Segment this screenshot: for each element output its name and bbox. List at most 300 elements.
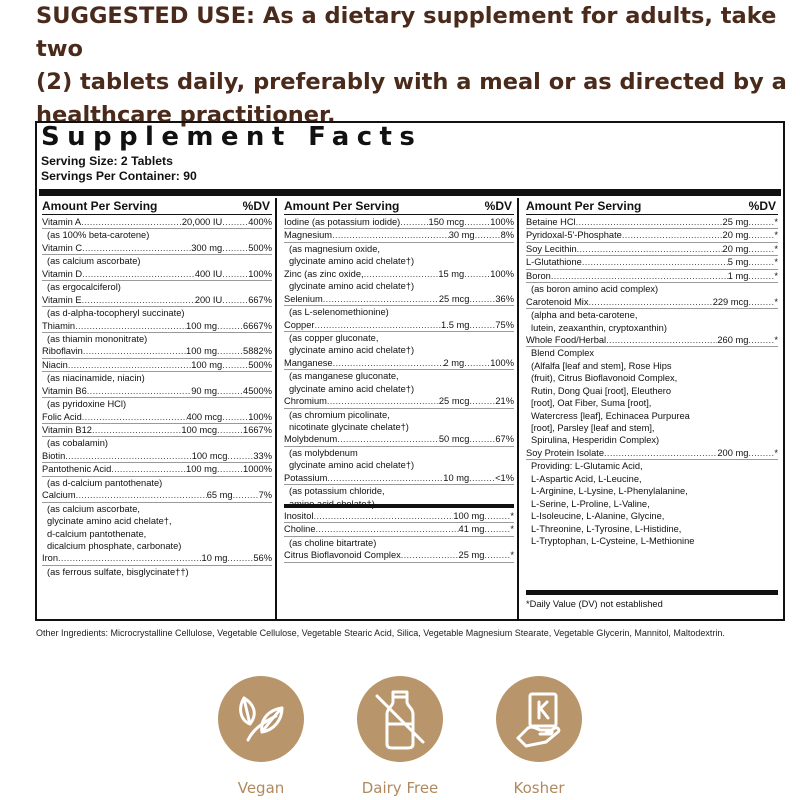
nutrient-amount: 100 mg: [453, 511, 485, 521]
nutrient-daily-value: 1000%: [243, 464, 272, 475]
dot-leader: [327, 395, 439, 407]
nutrient-source-line: [42, 477, 272, 489]
kosher-badge: [496, 676, 582, 762]
dairy-free-badge: [357, 676, 443, 762]
nutrient-list: [284, 216, 514, 510]
dot-leader: [464, 268, 490, 280]
nutrient-name: Magnesium: [284, 230, 333, 241]
nutrient-source-line: [526, 535, 778, 547]
nutrient-row: [42, 385, 272, 398]
nutrient-daily-value: *: [774, 217, 778, 227]
nutrient-row: [526, 270, 778, 283]
nutrient-name: Selenium: [284, 293, 323, 304]
nutrient-row: [42, 450, 272, 463]
dot-leader: [316, 523, 459, 535]
nutrient-name: Chromium: [284, 396, 327, 407]
dot-leader: [81, 216, 182, 228]
nutrient-amount: 229 mcg: [712, 296, 749, 307]
nutrient-name: nicotinate glycinate chelate†): [289, 422, 409, 432]
nutrient-name: Riboflavin: [42, 346, 83, 357]
nutrient-name: glycinate amino acid chelate†): [289, 460, 415, 471]
supplement-facts-panel: [35, 121, 785, 621]
dot-leader: [589, 296, 713, 308]
nutrient-daily-value: 21%: [495, 396, 514, 407]
dot-leader: [622, 229, 723, 241]
nutrient-daily-value: 56%: [253, 553, 272, 564]
dot-leader: [469, 433, 495, 445]
nutrient-source-line: [284, 447, 514, 459]
nutrient-name: (as pyridoxine HCl): [47, 399, 127, 410]
dot-leader: [401, 549, 459, 561]
nutrient-name: Pantothenic Acid: [42, 464, 112, 475]
facts-column-1: [39, 198, 277, 619]
dot-leader: [400, 216, 428, 228]
nutrient-amount: 100 mcg: [191, 450, 228, 461]
nutrient-row: [526, 447, 778, 460]
nutrient-name: dicalcium phosphate, carbonate): [47, 540, 182, 551]
nutrient-name: Vitamin A: [42, 217, 82, 227]
dot-leader: [748, 256, 774, 268]
dot-leader: [484, 549, 510, 561]
nutrient-daily-value: *: [774, 296, 778, 307]
nutrient-name: (Alfalfa [leaf and stem], Rose Hips: [531, 360, 672, 371]
nutrient-daily-value: 100%: [248, 268, 272, 279]
nutrient-name: Rutin, Dong Quai [root], Eleuthero: [531, 385, 672, 396]
nutrient-daily-value: 100%: [490, 268, 514, 279]
badge-label-kosher: Kosher: [513, 779, 565, 797]
nutrient-name: L-Isoleucine, L-Alanine, Glycine,: [531, 511, 665, 522]
nutrient-row: [284, 293, 514, 306]
nutrient-source-line: [526, 523, 778, 535]
nutrient-daily-value: 100%: [248, 411, 272, 422]
nutrient-row: [284, 319, 514, 332]
nutrient-daily-value: *: [774, 230, 778, 241]
nutrient-name: L-Aspartic Acid, L-Leucine,: [531, 473, 642, 484]
nutrient-amount: 10 mg: [443, 472, 470, 483]
nutrient-name: (as L-selenomethionine): [289, 307, 389, 318]
daily-value-note: *Daily Value (DV) not established: [526, 590, 778, 611]
nutrient-row: [284, 268, 514, 280]
dot-leader: [469, 293, 495, 305]
nutrient-row: [284, 472, 514, 485]
nutrient-source-line: [526, 360, 778, 372]
dot-leader: [484, 523, 510, 535]
nutrient-row: [526, 229, 778, 242]
nutrient-row: [42, 216, 272, 229]
nutrient-amount: 90 mg: [191, 385, 218, 396]
nutrient-daily-value: 67%: [495, 434, 514, 445]
dot-leader: [464, 216, 490, 228]
dot-leader: [484, 510, 510, 522]
dot-leader: [748, 334, 774, 346]
dot-leader: [82, 268, 195, 280]
nutrient-name: glycinate amino acid chelate†): [289, 345, 415, 356]
dot-leader: [75, 320, 186, 332]
nutrient-source-line: [526, 422, 778, 434]
nutrient-source-line: [42, 566, 272, 578]
nutrient-source-line: [284, 344, 514, 356]
nutrient-name: Vitamin D: [42, 268, 83, 279]
nutrient-daily-value: 6667%: [243, 320, 272, 331]
nutrient-daily-value: 500%: [248, 242, 272, 253]
column-header: Amount Per Serving %DV: [526, 199, 776, 213]
nutrient-source-line: [284, 537, 514, 549]
nutrient-name: (as manganese gluconate,: [289, 371, 399, 382]
nutrient-daily-value: 100%: [490, 217, 514, 227]
nutrient-source-line: [526, 309, 778, 321]
column-header: Amount Per Serving %DV: [284, 199, 512, 213]
nutrient-amount: 100 mg: [186, 464, 218, 475]
nutrient-source-line: [526, 347, 778, 359]
nutrient-amount: 25 mcg: [438, 293, 470, 304]
nutrient-name: L-Threonine, L-Tyrosine, L-Histidine,: [531, 523, 682, 534]
nutrient-list: [526, 216, 778, 547]
nutrient-name: (as niacinamide, niacin): [47, 373, 145, 384]
nutrient-name: (as ergocalciferol): [47, 282, 121, 293]
dot-leader: [217, 345, 243, 357]
nutrient-source-line: [42, 503, 272, 515]
nutrient-name: Iodine (as potassium iodide): [284, 217, 401, 227]
nutrient-name: (fruit), Citrus Bioflavonoid Complex,: [531, 373, 678, 384]
nutrient-name: (as cobalamin): [47, 438, 108, 449]
dot-leader: [748, 229, 774, 241]
nutrient-source-line: [42, 281, 272, 293]
dot-leader: [83, 345, 186, 357]
nutrient-daily-value: 33%: [253, 450, 272, 461]
nutrient-name: (as calcium ascorbate): [47, 256, 141, 267]
nutrient-source-line: [42, 515, 272, 527]
nutrient-daily-value: *: [774, 243, 778, 254]
nutrient-daily-value: 7%: [258, 490, 272, 501]
nutrient-name: Providing: L-Glutamic Acid,: [531, 461, 643, 472]
suggested-use-line-2: (2) tablets daily, preferably with a meal or as directed by a: [36, 69, 787, 95]
nutrient-name: Soy Protein Isolate: [526, 447, 605, 458]
nutrient-amount: 400 IU: [194, 268, 223, 279]
nutrient-row: [284, 549, 514, 562]
nutrient-name: (as 100% beta-carotene): [47, 230, 150, 241]
nutrient-row: [42, 463, 272, 476]
suggested-use-lead: SUGGESTED USE:: [36, 3, 256, 29]
nutrient-daily-value: *: [510, 524, 514, 535]
nutrient-amount: 300 mg: [191, 242, 223, 253]
nutrient-source-line: [526, 473, 778, 485]
kosher-k-hand-icon: [496, 676, 582, 762]
nutrient-source-line: [526, 322, 778, 334]
nutrient-row: [284, 433, 514, 446]
nutrient-row: [42, 320, 272, 333]
nutrient-source-line: [284, 332, 514, 344]
nutrient-name: Vitamin B6: [42, 385, 87, 396]
nutrient-source-line: [42, 255, 272, 267]
nutrient-name: (alpha and beta-carotene,: [531, 310, 638, 321]
dot-leader: [65, 450, 191, 462]
badge-label-vegan: Vegan: [237, 779, 285, 797]
dot-leader: [337, 433, 439, 445]
nutrient-amount: 20 mg: [722, 243, 749, 254]
nutrient-amount: 50 mcg: [438, 434, 470, 445]
nutrient-name: Copper: [284, 319, 315, 330]
supplement-facts-title: Supplement Facts: [41, 122, 423, 152]
nutrient-name: Vitamin E: [42, 294, 82, 305]
nutrient-daily-value: 4500%: [243, 385, 272, 396]
dot-leader: [748, 270, 774, 282]
nutrient-daily-value: 400%: [248, 217, 272, 227]
dot-leader: [58, 552, 202, 564]
nutrient-row: [42, 242, 272, 255]
nutrient-amount: 65 mg: [206, 490, 233, 501]
dot-leader: [551, 270, 728, 282]
leaves-icon: [218, 676, 304, 762]
nutrient-amount: 1 mg: [727, 270, 749, 281]
dot-leader: [313, 510, 453, 522]
dot-leader: [323, 293, 439, 305]
dot-leader: [327, 472, 443, 484]
nutrient-daily-value: 5882%: [243, 346, 272, 357]
nutrient-daily-value: *: [774, 334, 778, 345]
nutrient-name: Watercress [leaf], Echinacea Purpurea: [531, 410, 690, 421]
serving-size: Serving Size: 2 Tablets: [41, 154, 173, 168]
nutrient-amount: 10 mg: [201, 553, 228, 564]
nutrient-amount: 100 mg: [191, 359, 223, 370]
nutrient-source-line: [284, 306, 514, 318]
nutrient-row: [42, 552, 272, 565]
nutrient-name: Potassium: [284, 472, 328, 483]
dot-leader: [748, 243, 774, 255]
dot-leader: [82, 242, 191, 254]
nutrient-name: Niacin: [42, 359, 68, 370]
nutrient-source-line: [526, 434, 778, 446]
section-rule: [284, 504, 514, 508]
nutrient-amount: 100 mcg: [181, 425, 218, 435]
nutrient-name: L-Tryptophan, L-Cysteine, L-Methionine: [531, 535, 695, 546]
nutrient-amount: 100 mg: [186, 346, 218, 357]
facts-column-3: [523, 198, 781, 619]
nutrient-name: L-Serine, L-Proline, L-Valine,: [531, 498, 650, 509]
nutrient-source-line: [284, 421, 514, 433]
nutrient-name: Inositol: [284, 511, 314, 521]
nutrient-daily-value: 75%: [495, 319, 514, 330]
nutrient-name: Carotenoid Mix: [526, 296, 589, 307]
nutrient-source-line: [284, 370, 514, 382]
dot-leader: [227, 552, 253, 564]
nutrient-source-line: [526, 510, 778, 522]
nutrient-name: [root], Oat Fiber, Suma [root],: [531, 398, 652, 409]
nutrient-daily-value: 1667%: [243, 425, 272, 435]
nutrient-source-line: [526, 460, 778, 472]
nutrient-source-line: [526, 372, 778, 384]
nutrient-amount: 200 mg: [717, 447, 749, 458]
nutrient-row: [526, 296, 778, 309]
dot-leader: [475, 229, 501, 241]
dot-leader: [222, 294, 248, 306]
nutrient-name: Zinc (as zinc oxide,: [284, 268, 364, 279]
nutrient-source-line: [526, 385, 778, 397]
nutrient-row: [284, 395, 514, 408]
nutrient-daily-value: *: [774, 447, 778, 458]
dot-leader: [227, 450, 253, 462]
nutrient-row: [526, 243, 778, 256]
nutrient-daily-value: *: [510, 550, 514, 561]
nutrient-row: [284, 510, 514, 523]
dot-leader: [76, 489, 207, 501]
nutrient-daily-value: 100%: [490, 357, 514, 368]
nutrient-row: [42, 294, 272, 307]
nutrient-amount: 1.5 mg: [440, 319, 470, 330]
nutrient-amount: 25 mg: [722, 217, 749, 227]
nutrient-name: Whole Food/Herbal: [526, 334, 607, 345]
dot-leader: [604, 447, 717, 459]
nutrient-list: [42, 216, 272, 578]
nutrient-source-line: [526, 498, 778, 510]
nutrient-name: (as molybdenum: [289, 447, 358, 458]
nutrient-name: (as chromium picolinate,: [289, 409, 390, 420]
nutrient-name: Vitamin C: [42, 242, 83, 253]
nutrient-source-line: [42, 372, 272, 384]
nutrient-amount: 20,000 IU: [181, 217, 223, 227]
crossed-milk-bottle-icon: [357, 676, 443, 762]
nutrient-name: Pyridoxal-5'-Phosphate: [526, 230, 622, 241]
dot-leader: [748, 296, 774, 308]
nutrient-amount: 5 mg: [727, 257, 749, 268]
nutrient-amount: 100 mg: [186, 320, 218, 331]
badge-label-dairy-free: Dairy Free: [361, 779, 439, 797]
dot-leader: [606, 334, 717, 346]
vegan-badge: [218, 676, 304, 762]
dot-leader: [68, 359, 191, 371]
nutrient-amount: 20 mg: [722, 230, 749, 241]
nutrient-row: [284, 357, 514, 370]
nutrient-name: Choline: [284, 524, 316, 535]
nutrient-name: (as boron amino acid complex): [531, 284, 659, 295]
nutrient-daily-value: *: [774, 270, 778, 281]
suggested-use: [36, 0, 796, 132]
nutrient-name: glycinate amino acid chelate†): [289, 256, 415, 267]
nutrient-name: glycinate amino acid chelate†): [289, 383, 415, 394]
nutrient-name: (as choline bitartrate): [289, 537, 377, 548]
nutrient-name: Betaine HCl: [526, 217, 576, 227]
nutrient-source-line: [284, 243, 514, 255]
nutrient-name: lutein, zeaxanthin, cryptoxanthin): [531, 322, 667, 333]
dot-leader: [92, 424, 181, 436]
column-header: Amount Per Serving %DV: [42, 199, 270, 213]
nutrient-name: (as d-alpha-tocopheryl succinate): [47, 308, 185, 319]
nutrient-name: Vitamin B12: [42, 425, 92, 435]
nutrient-name: d-calcium pantothenate,: [47, 528, 147, 539]
nutrient-name: (as d-calcium pantothenate): [47, 477, 163, 488]
nutrient-source-line: [526, 283, 778, 295]
nutrient-name: glycinate amino acid chelate†): [289, 281, 415, 292]
nutrient-name: Soy Lecithin: [526, 243, 577, 254]
nutrient-name: [root], Parsley [leaf and stem],: [531, 423, 655, 433]
nutrient-source-line: [42, 398, 272, 410]
nutrient-name: (as potassium chloride,: [289, 486, 385, 497]
dot-leader: [469, 319, 495, 331]
nutrient-name: Folic Acid: [42, 411, 82, 422]
nutrient-name: (as thiamin mononitrate): [47, 333, 148, 344]
nutrient-source-line: [284, 383, 514, 395]
dot-leader: [217, 320, 243, 332]
nutrient-source-line: [284, 409, 514, 421]
nutrient-source-line: [284, 255, 514, 267]
nutrient-amount: 200 IU: [194, 294, 223, 305]
nutrient-name: Calcium: [42, 490, 76, 501]
nutrient-name: (as magnesium oxide,: [289, 243, 380, 254]
dot-leader: [82, 294, 195, 306]
dot-leader: [576, 216, 723, 228]
nutrient-source-line: [284, 459, 514, 471]
dot-leader: [222, 411, 248, 423]
nutrient-source-line: [42, 307, 272, 319]
dot-leader: [222, 268, 248, 280]
nutrient-name: Iron: [42, 553, 59, 564]
nutrient-amount: 15 mg: [438, 268, 465, 279]
dot-leader: [111, 463, 186, 475]
nutrient-source-line: [42, 333, 272, 345]
nutrient-amount: 30 mg: [448, 230, 475, 241]
nutrient-daily-value: 500%: [248, 359, 272, 370]
dot-leader: [582, 256, 728, 268]
nutrient-daily-value: *: [774, 257, 778, 268]
nutrient-daily-value: *: [510, 511, 514, 521]
nutrient-source-line: [42, 528, 272, 540]
nutrient-name: Spirulina, Hesperidin Complex): [531, 435, 660, 446]
dot-leader: [217, 424, 243, 436]
nutrient-row: [284, 229, 514, 242]
dot-leader: [315, 319, 441, 331]
nutrient-amount: 25 mg: [458, 550, 485, 561]
nutrient-name: L-Arginine, L-Lysine, L-Phenylalanine,: [531, 486, 688, 497]
suggested-use-line-3: healthcare practitioner.: [36, 102, 336, 128]
suggested-use-line-1: As a dietary supplement for adults, take two: [36, 3, 777, 62]
nutrient-source-line: [526, 485, 778, 497]
nutrient-name: Manganese: [284, 357, 333, 368]
nutrient-amount: 25 mcg: [438, 396, 470, 407]
nutrient-row: [526, 256, 778, 269]
nutrient-name: Boron: [526, 270, 551, 281]
nutrient-daily-value: 8%: [500, 230, 514, 241]
dot-leader: [469, 472, 495, 484]
nutrient-daily-value: 36%: [495, 293, 514, 304]
nutrient-name: Blend Complex: [531, 348, 595, 359]
dot-leader: [469, 395, 495, 407]
nutrient-daily-value: <1%: [495, 472, 514, 483]
nutrient-source-line: [526, 397, 778, 409]
nutrient-amount: 260 mg: [717, 334, 749, 345]
dot-leader: [82, 411, 187, 423]
dot-leader: [233, 489, 259, 501]
nutrient-source-line: [42, 229, 272, 241]
nutrient-name: Citrus Bioflavonoid Complex: [284, 550, 401, 561]
nutrient-row: [42, 359, 272, 372]
dot-leader: [464, 357, 490, 369]
nutrient-name: Biotin: [42, 450, 66, 461]
nutrient-row: [42, 424, 272, 437]
dot-leader: [748, 216, 774, 228]
nutrient-source-line: [526, 410, 778, 422]
nutrient-row: [42, 268, 272, 281]
nutrient-source-line: [284, 485, 514, 497]
dot-leader: [333, 357, 444, 369]
nutrient-row: [42, 345, 272, 358]
servings-per-container: Servings Per Container: 90: [41, 169, 197, 183]
nutrient-name: (as calcium ascorbate,: [47, 503, 141, 514]
dot-leader: [577, 243, 723, 255]
dot-leader: [332, 229, 449, 241]
nutrient-amount: 2 mg: [443, 357, 465, 368]
nutrient-source-line: [284, 280, 514, 292]
thick-rule: [39, 189, 781, 196]
nutrient-row: [526, 216, 778, 229]
